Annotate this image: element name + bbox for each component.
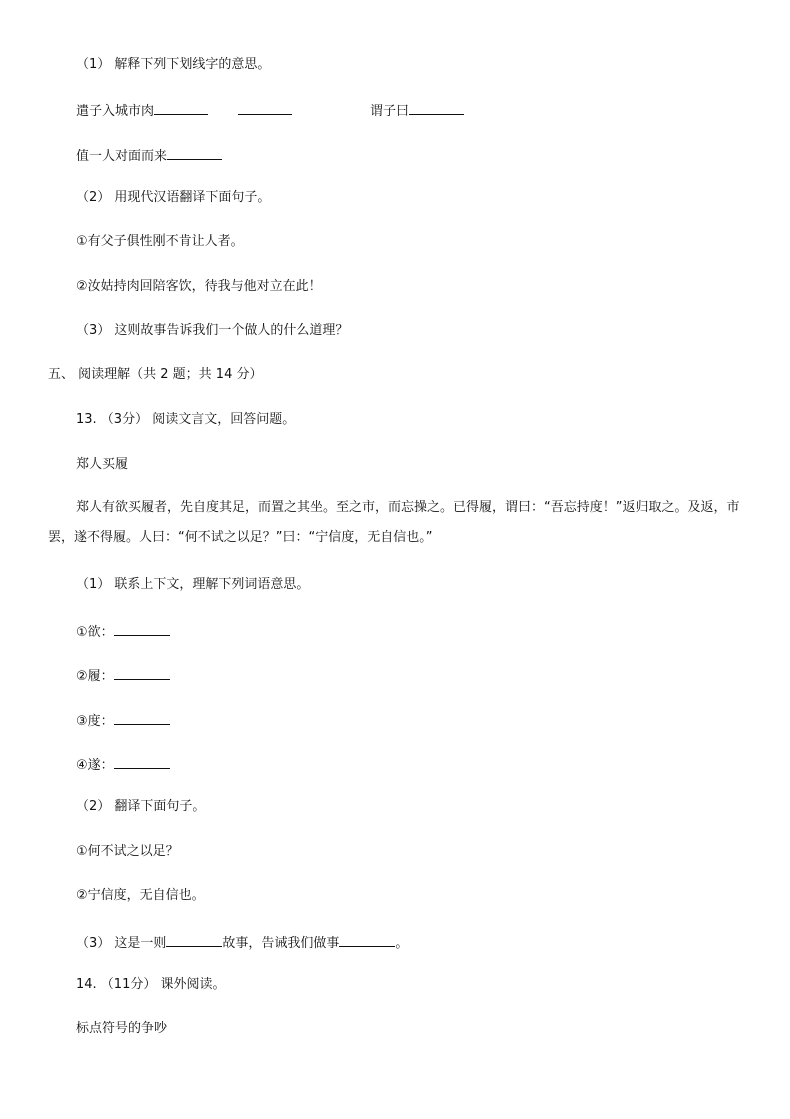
answer-blank[interactable] <box>339 932 395 947</box>
q13-sub2-label: （2） 翻译下面句子。 <box>76 799 206 814</box>
q14-title: 标点符号的争吵 <box>76 1021 168 1036</box>
vocab-row <box>76 665 170 686</box>
q2-sentence-2: ②汝姑持肉回陪客饮，待我与他对立在此！ <box>76 279 322 294</box>
answer-blank[interactable] <box>154 100 208 115</box>
q2-sentence-1: ①有父子俱性刚不肯让人者。 <box>76 234 244 249</box>
q13-sub3-row <box>76 932 408 953</box>
section-heading: 五、 阅读理解（共 2 题；共 14 分） <box>48 367 263 382</box>
answer-blank[interactable] <box>114 621 170 636</box>
answer-blank[interactable] <box>166 932 222 947</box>
q1-item-d-row <box>76 145 222 166</box>
answer-blank[interactable] <box>114 665 170 680</box>
answer-blank[interactable] <box>167 145 222 160</box>
q1-items-row <box>76 100 464 121</box>
q13-header: 13. （3分） 阅读文言文，回答问题。 <box>76 412 296 427</box>
answer-blank[interactable] <box>409 100 464 115</box>
q13-title: 郑人买履 <box>76 457 129 472</box>
q13-sub3-part-a: （3） 这是一则 <box>76 936 167 951</box>
vocab-item: ③度： <box>76 714 114 729</box>
translate-sentence-2: ②宁信度，无自信也。 <box>76 888 205 903</box>
q13-sub3-part-b: 故事，告诫我们做事 <box>222 936 340 951</box>
q3-label: （3） 这则故事告诉我们一个做人的什么道理？ <box>76 323 349 338</box>
answer-blank[interactable] <box>238 100 292 115</box>
vocab-row <box>76 621 170 642</box>
q1-item-a: 遣子入城市肉 <box>76 104 155 119</box>
vocab-row <box>76 710 170 731</box>
answer-blank[interactable] <box>114 710 170 725</box>
q13-passage: 郑人有欲买履者，先自度其足，而置之其坐。至之市，而忘操之。已得履，谓曰：“吾忘持度！”返归取之。及返，市罢，遂不得履。人曰：“何不试之以足？”曰：“宁信度，无自信也。” <box>48 500 740 545</box>
q14-header: 14. （11分） 课外阅读。 <box>76 977 226 992</box>
q2-label: （2） 用现代汉语翻译下面句子。 <box>76 190 271 205</box>
answer-blank[interactable] <box>114 754 170 769</box>
vocab-row <box>76 754 170 775</box>
translate-sentence-1: ①何不试之以足？ <box>76 844 179 859</box>
q13-sub1-label: （1） 联系上下文，理解下列词语意思。 <box>76 577 310 592</box>
q1-item-d: 值一人对面而来 <box>76 149 168 164</box>
vocab-item: ②履： <box>76 669 114 684</box>
q1-item-c: 谓子曰 <box>370 104 410 119</box>
vocab-item: ④遂： <box>76 758 114 773</box>
vocab-item: ①欲： <box>76 625 114 640</box>
q13-sub3-part-c: 。 <box>395 936 409 951</box>
q1-label: （1） 解释下列下划线字的意思。 <box>76 57 271 72</box>
